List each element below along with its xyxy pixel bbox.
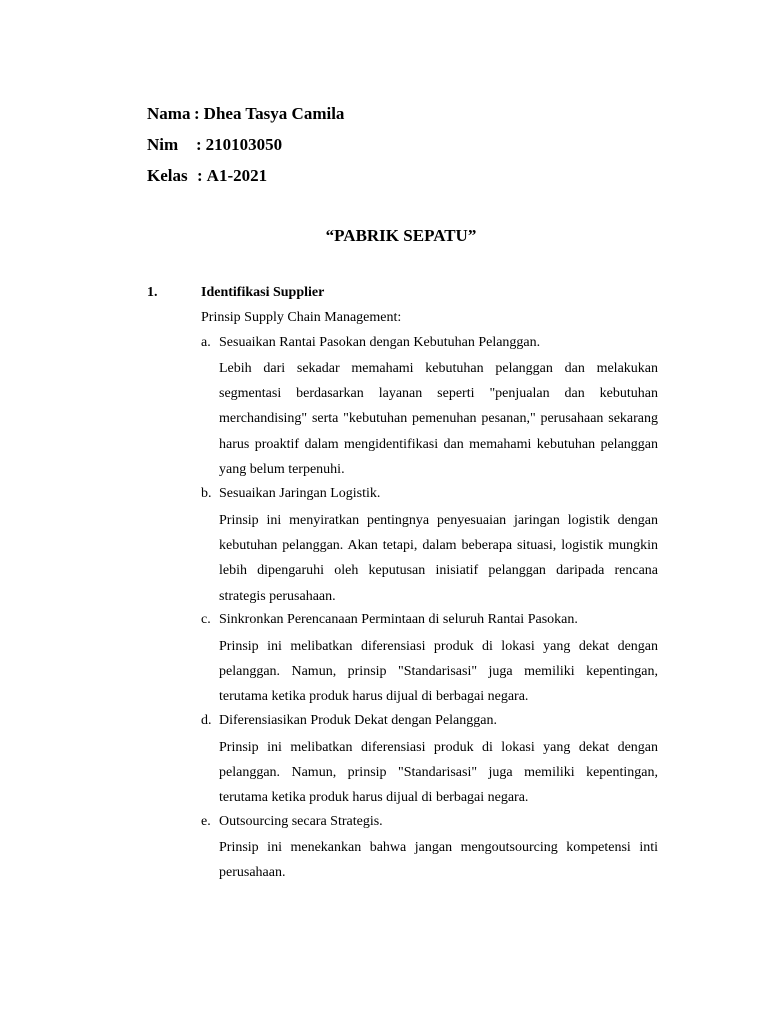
- section-title: Identifikasi Supplier: [201, 285, 325, 300]
- item-heading: Outsourcing secara Strategis.: [219, 814, 383, 829]
- nama-row: [147, 101, 344, 132]
- section-number: 1.: [147, 285, 158, 300]
- nim-value: 210103050: [205, 135, 283, 154]
- student-info: [147, 101, 344, 194]
- item-letter: b.: [201, 486, 212, 501]
- section-intro: Prinsip Supply Chain Management:: [201, 310, 402, 325]
- item-letter: a.: [201, 335, 211, 350]
- kelas-row: [147, 163, 344, 194]
- nim-label: Nim: [147, 135, 179, 154]
- item-body: Lebih dari sekadar memahami kebutuhan pelanggan dan melakukan segmentasi berdasarkan layanan seperti "penjualan dan kebutuhan merchandising" serta "kebutuhan pemenuhan pesanan," perusahaan sekarang harus proaktif dalam mengidentifikasi dan memahami kebutuhan pelanggan yang belum terpenuhi.: [219, 361, 658, 477]
- item-heading: Diferensiasikan Produk Dekat dengan Pelanggan.: [219, 713, 497, 728]
- nama-value: Dhea Tasya Camila: [203, 104, 345, 123]
- kelas-colon: :: [197, 166, 203, 185]
- item-heading: Sesuaikan Rantai Pasokan dengan Kebutuhan Pelanggan.: [219, 335, 541, 350]
- item-body: Prinsip ini menyiratkan pentingnya penyesuaian jaringan logistik dengan kebutuhan pelanggan. Akan tetapi, dalam beberapa situasi, logistik mungkin lebih dipengaruhi oleh keputusan inisiatif pelanggan daripada rencana strategis perusahaan.: [219, 513, 658, 604]
- nama-label: Nama: [147, 104, 191, 123]
- item-letter: c.: [201, 612, 211, 627]
- kelas-label: Kelas: [147, 166, 188, 185]
- kelas-value: A1-2021: [206, 166, 268, 185]
- item-letter: d.: [201, 713, 212, 728]
- nim-colon: :: [196, 135, 202, 154]
- document-title: “PABRIK SEPATU”: [325, 226, 477, 245]
- item-body: Prinsip ini melibatkan diferensiasi produk di lokasi yang dekat dengan pelanggan. Namun, prinsip "Standarisasi" juga memiliki kepentingan, terutama ketika produk harus dijual di berbagai negara.: [219, 740, 658, 806]
- item-heading: Sinkronkan Perencanaan Permintaan di seluruh Rantai Pasokan.: [219, 612, 578, 627]
- nim-row: [147, 132, 344, 163]
- nama-colon: :: [194, 104, 200, 123]
- item-heading: Sesuaikan Jaringan Logistik.: [219, 486, 381, 501]
- item-letter: e.: [201, 814, 211, 829]
- item-body: Prinsip ini menekankan bahwa jangan mengoutsourcing kompetensi inti perusahaan.: [219, 840, 658, 881]
- item-body: Prinsip ini melibatkan diferensiasi produk di lokasi yang dekat dengan pelanggan. Namun, prinsip "Standarisasi" juga memiliki kepentingan, terutama ketika produk harus dijual di berbagai negara.: [219, 639, 658, 705]
